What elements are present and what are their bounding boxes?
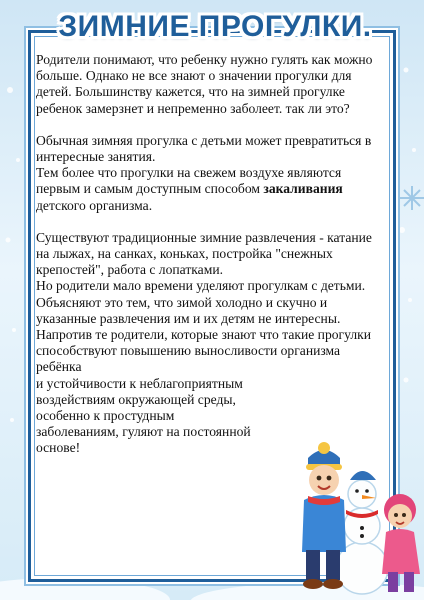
paragraph-walk: Обычная зимняя прогулка с детьми может превратиться в интересные занятия. (36, 132, 372, 165)
snowflake-icon (400, 186, 424, 210)
paragraph-endurance: Напротив те родители, которые знают что такие прогулки способствуют повышению выносливости организма ребёнка (36, 327, 371, 375)
hardening-text-before: Тем более что прогулки на свежем воздухе являются первым и самым доступным способом (36, 165, 342, 197)
paragraph-intro: Родители понимают, что ребенку нужно гулять как можно больше. Однако не все знают о значении прогулки для детей. Большинству кажется, что на зимней прогулке ребенок замерзнет и непременно заболеет. так ли это? (36, 52, 373, 116)
paragraph-spacer (36, 214, 384, 230)
girl-icon (382, 494, 420, 592)
boy-icon (302, 442, 346, 589)
article-body (36, 52, 384, 457)
hardening-keyword: закаливания (263, 181, 343, 197)
children-snowman-illustration (288, 440, 424, 600)
paragraph-hardening (36, 165, 384, 214)
hardening-text-after: детского организма. (36, 197, 153, 213)
paragraph-conclusion: и устойчивости к неблагоприятным воздействиям окружающей среды, особенно к простудным заболеваниям, гуляют на постоянной основе! (36, 375, 251, 456)
paragraph-activities: Существуют традиционные зимние развлечения - катание на лыжах, на санках, коньках, постройка "снежных крепостей", работа с лопатками. (36, 229, 372, 278)
page-title: ЗИМНИЕ ПРОГУЛКИ. (58, 10, 372, 43)
paragraph-spacer (36, 117, 384, 133)
paragraph-parents: Но родители мало времени уделяют прогулкам с детьми. Объясняют это тем, что зимой холодно и скучно и указанные развлечения им и их детям не интересны. (36, 278, 366, 326)
